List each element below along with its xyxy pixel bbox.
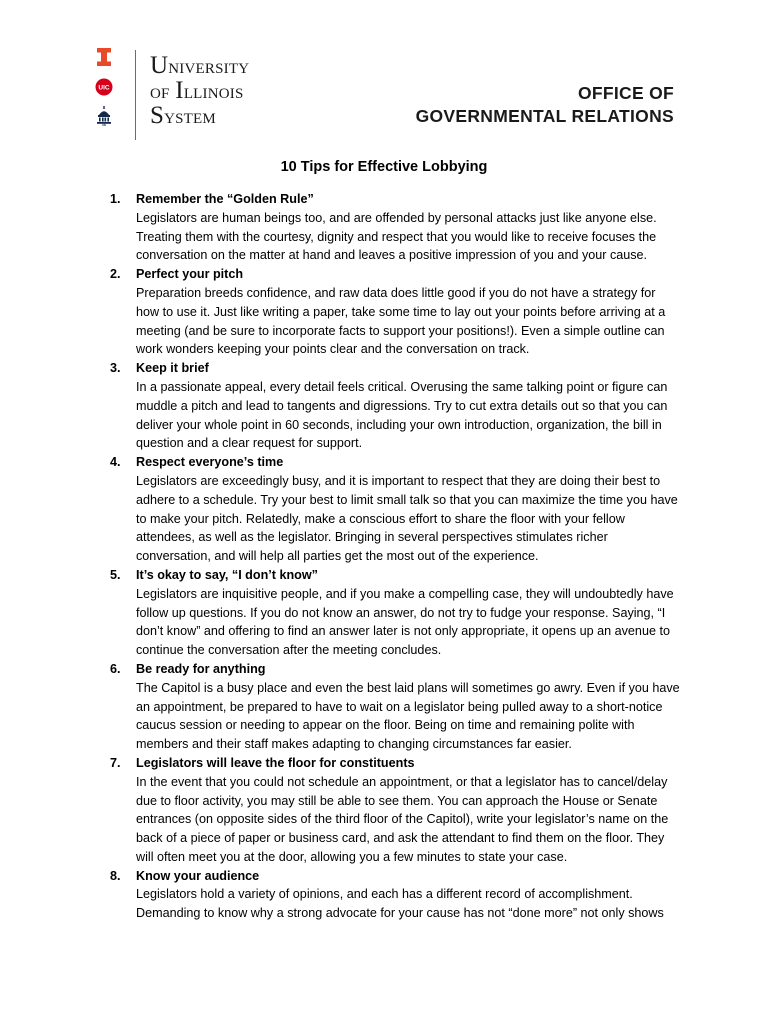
tip-number: 8.: [110, 868, 121, 883]
block-i-icon: [97, 48, 111, 66]
tip-item: [110, 359, 680, 453]
svg-text:UIC: UIC: [98, 84, 110, 92]
uis-capitol-icon: [96, 106, 112, 126]
tip-body: Legislators are inquisitive people, and if you make a compelling case, they will undoubtedly have follow up questions. If you do not know an answer, do not try to fudge your response. Saying, “I don’t know” and offering to find an answer later is not only appropriate, it opens up an avenue to continue the conversation after the meeting concludes.: [136, 586, 674, 658]
tip-body: Legislators hold a variety of opinions, and each has a different record of accomplishment. Demanding to know why a strong advocate for your cause has not “done more” not only shows: [136, 887, 664, 921]
tip-item: [110, 754, 680, 867]
tip-heading: Legislators will leave the floor for constituents: [136, 755, 415, 770]
tip-number: 2.: [110, 267, 121, 282]
tip-item: [110, 453, 680, 566]
page-header: [0, 0, 768, 140]
tip-number: 6.: [110, 661, 121, 676]
tip-body: In the event that you could not schedule an appointment, or that a legislator has to cancel/delay due to floor activity, you may still be able to see them. You can approach the House or Senate entrances (on opposite sides of the third floor of the Capitol), write your legislator’s name on the back of a piece of paper or business card, and ask the attendant to find them on the floor. They will often meet you at the door, allowing you a few minutes to state your case.: [136, 774, 669, 864]
tip-number: 5.: [110, 567, 121, 582]
office-line-1: OFFICE OF: [577, 83, 674, 103]
office-name: [416, 82, 674, 128]
wordmark-line-1: University: [150, 52, 250, 79]
tips-list: [110, 190, 680, 923]
tip-heading: It’s okay to say, “I don’t know”: [136, 567, 318, 582]
document-title: 10 Tips for Effective Lobbying: [280, 159, 488, 175]
tip-number: 7.: [110, 755, 121, 770]
tip-item: [110, 566, 680, 660]
tip-item: [110, 190, 680, 265]
tip-item: [110, 660, 680, 754]
tip-body: The Capitol is a busy place and even the best laid plans will sometimes go awry. Even if you have an appointment, be prepared to have to wait on a legislator being pulled away to a short-notice caucus session or needing to appear on the floor. Being on time and remaining polite with members and their staff makes adapting to changing circumstances far easier.: [136, 680, 680, 752]
tip-body: Legislators are human beings too, and are offended by personal attacks just like anyone else. Treating them with the courtesy, dignity and respect that you would like to receive focuses the conversation on the matter at hand and leaves a positive impression of you and your cause.: [136, 210, 657, 263]
tip-heading: Be ready for anything: [136, 661, 266, 676]
tip-item: [110, 265, 680, 359]
office-line-2: GOVERNMENTAL RELATIONS: [415, 106, 674, 126]
wordmark-line-2: of Illinois: [150, 77, 244, 104]
tip-body: Preparation breeds confidence, and raw data does little good if you do not have a strategy for how to use it. Just like writing a paper, take some time to lay out your points before arriving at a meeting (and be sure to incorporate facts to support your positions!). Even a simple outline can work wonders keeping your points clear and the conversation on track.: [136, 285, 666, 357]
tip-heading: Respect everyone’s time: [136, 455, 284, 470]
tip-heading: Keep it brief: [136, 361, 209, 376]
university-wordmark: [150, 53, 249, 128]
tip-heading: Remember the “Golden Rule”: [136, 192, 314, 206]
wordmark-line-3: System: [150, 102, 216, 129]
tip-heading: Know your audience: [136, 868, 260, 883]
tip-heading: Perfect your pitch: [136, 267, 244, 282]
tip-number: 1.: [110, 192, 121, 206]
tip-number: 4.: [110, 455, 121, 470]
svg-text:UIS: UIS: [101, 124, 107, 126]
uic-seal-icon: [95, 78, 113, 96]
tip-number: 3.: [110, 361, 121, 376]
logo-divider: [135, 50, 136, 140]
tip-item: [110, 867, 680, 923]
tip-body: In a passionate appeal, every detail feels critical. Overusing the same talking point or figure can muddle a pitch and lead to tangents and digressions. Try to cut extra details out so that you can deliver your whole point in 60 seconds, including your own introduction, organization, the bill in question and a clear request for support.: [136, 379, 668, 451]
tip-body: Legislators are exceedingly busy, and it is important to respect that they are doing their best to adhere to a schedule. Try your best to limit small talk so that you can maximize the time you have to make your pitch. Relatedly, make a conscious effort to share the floor with your fellow attendees, as well as the legislator. Bringing in several perspectives stimulates richer conversation, and will help all parties get the most out of the experience.: [136, 473, 678, 564]
